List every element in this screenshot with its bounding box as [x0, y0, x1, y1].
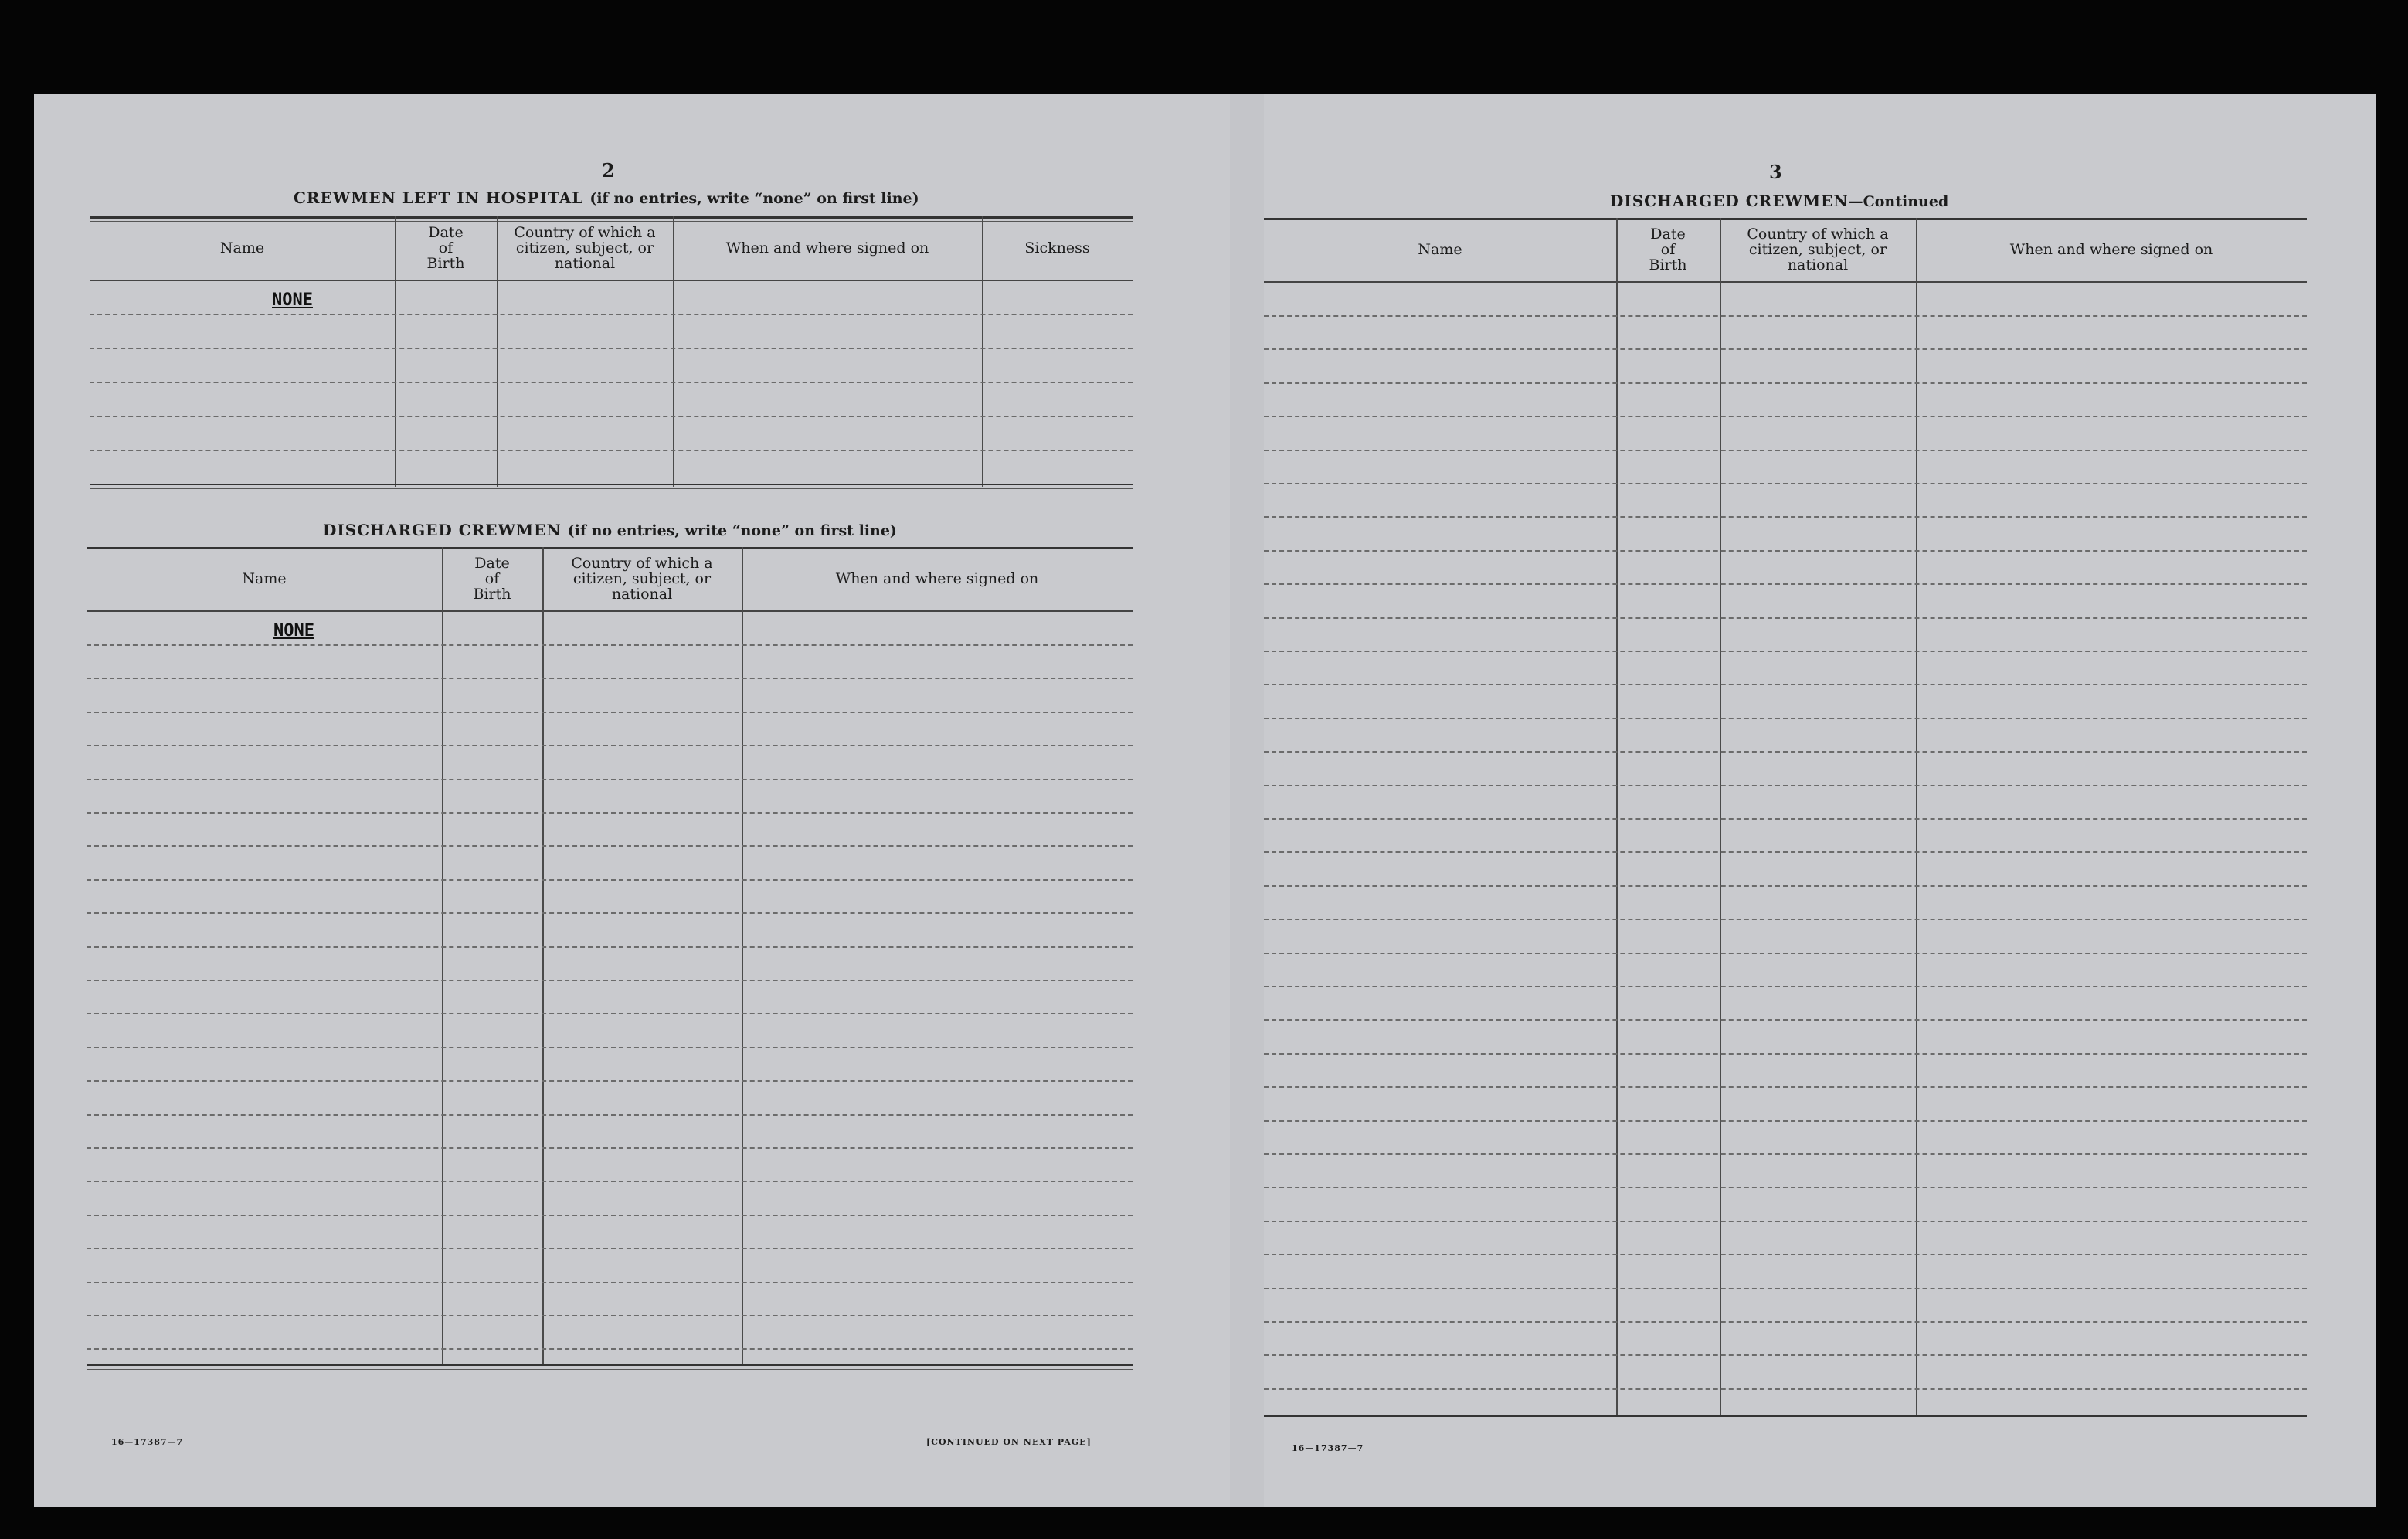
column-header-country [542, 547, 742, 610]
entry-line [87, 980, 1133, 981]
entry-line [1264, 651, 2307, 652]
entry-line [1264, 516, 2307, 518]
column-header-country [497, 216, 673, 280]
table-bottom-rule [90, 484, 1133, 485]
right-page [1264, 94, 2376, 1507]
discharged-continued-title [1610, 192, 1948, 210]
entry-line [1264, 885, 2307, 887]
header-bottom-rule [90, 280, 1133, 281]
column-header-name: Name [242, 570, 287, 587]
column-header-name: Name [219, 240, 265, 256]
column-header-sickness: Sickness [1024, 240, 1090, 256]
entry-line [1264, 1019, 2307, 1021]
entry-line [87, 1248, 1133, 1249]
entry-line [1264, 684, 2307, 685]
entry-line [90, 314, 1133, 315]
column-header-name: Name [1418, 241, 1462, 258]
entry-line [87, 644, 1133, 646]
header-line: Date [1650, 226, 1686, 243]
header-line: of [1660, 241, 1676, 258]
entry-line [90, 450, 1133, 451]
table-bottom-rule [90, 488, 1133, 489]
entry-line [90, 348, 1133, 349]
column-header-signed-on: When and where signed on [725, 240, 929, 256]
entry-line [87, 1147, 1133, 1149]
column-header-date-of-birth [395, 216, 497, 280]
column-header-signed-on: When and where signed on [835, 570, 1039, 587]
discharged-title-note: (if no entries, write “none” on first line) [567, 522, 897, 539]
header-line: Date [428, 224, 464, 241]
entry-line [1264, 550, 2307, 552]
entry-line [1264, 851, 2307, 853]
column-divider [1720, 218, 1721, 1417]
hospital-title-note: (if no entries, write “none” on first line) [589, 190, 919, 207]
header-line: Birth [1649, 256, 1687, 273]
entry-line [1264, 348, 2307, 350]
entry-line [87, 879, 1133, 881]
entry-line [1264, 450, 2307, 451]
column-divider [497, 216, 498, 487]
header-line: citizen, subject, or [515, 240, 654, 256]
entry-line [87, 1348, 1133, 1350]
entry-line [87, 1047, 1133, 1048]
page-number: 3 [1769, 161, 1782, 183]
entry-line [1264, 1120, 2307, 1122]
entry-line [1264, 1288, 2307, 1289]
column-divider [395, 216, 396, 487]
column-divider [982, 216, 983, 487]
header-line: national [1787, 256, 1849, 273]
discharged-continued-table [1264, 218, 2307, 1423]
table-bottom-rule [87, 1364, 1133, 1366]
hospital-table [90, 216, 1133, 494]
entry-line [1264, 1254, 2307, 1255]
discharged-title-text: DISCHARGED CREWMEN [323, 521, 562, 539]
entry-line [1264, 1187, 2307, 1188]
continued-note: [CONTINUED ON NEXT PAGE] [926, 1437, 1092, 1447]
entry-line [87, 812, 1133, 814]
entry-line [1264, 919, 2307, 920]
hospital-title-text: CREWMEN LEFT IN HOSPITAL [294, 189, 584, 207]
header-line: national [554, 255, 616, 272]
header-line: Birth [426, 255, 465, 272]
entry-line [1264, 1086, 2307, 1088]
entry-line [87, 1080, 1133, 1082]
table-bottom-rule [1264, 1415, 2307, 1417]
entry-line [1264, 617, 2307, 619]
entry-line [87, 1013, 1133, 1014]
header-bottom-rule [1264, 281, 2307, 283]
entry-line [87, 845, 1133, 847]
entry-line [87, 1282, 1133, 1283]
form-number: 16—17387—7 [111, 1437, 184, 1447]
entry-line [87, 745, 1133, 746]
header-line: Date [474, 555, 510, 572]
entry-line [87, 1114, 1133, 1116]
hospital-section-title [294, 189, 919, 207]
table-bottom-rule [87, 1369, 1133, 1370]
entry-line [87, 779, 1133, 780]
entry-line [87, 678, 1133, 679]
header-bottom-rule [87, 610, 1133, 612]
entry-line [1264, 416, 2307, 417]
entry-line [1264, 1388, 2307, 1390]
entry-line [1264, 986, 2307, 987]
header-line: Country of which a [571, 555, 713, 572]
entry-line [90, 382, 1133, 383]
form-number: 16—17387—7 [1292, 1443, 1364, 1453]
entry-line [1264, 1354, 2307, 1356]
entry-line [1264, 1221, 2307, 1222]
column-header-date-of-birth [442, 547, 542, 610]
column-divider [442, 547, 443, 1364]
page-gutter [1230, 94, 1264, 1507]
entry-line [87, 946, 1133, 948]
entry-line [1264, 382, 2307, 384]
column-header-signed-on: When and where signed on [2009, 241, 2213, 258]
header-line: Country of which a [514, 224, 656, 241]
column-header-date-of-birth [1616, 218, 1720, 281]
entry-line [87, 1181, 1133, 1182]
header-line: of [438, 240, 453, 256]
column-divider [1916, 218, 1917, 1417]
header-line: citizen, subject, or [572, 570, 712, 587]
continued-label: —Continued [1848, 193, 1949, 210]
typed-entry: NONE [272, 290, 313, 310]
entry-line [1264, 1153, 2307, 1155]
entry-line [1264, 1321, 2307, 1323]
entry-line [90, 416, 1133, 417]
header-line: Birth [473, 586, 511, 603]
entry-line [1264, 583, 2307, 585]
column-divider [673, 216, 674, 487]
entry-line [1264, 751, 2307, 753]
column-divider [742, 547, 743, 1364]
entry-line [1264, 785, 2307, 786]
discharged-table [87, 547, 1133, 1405]
entry-line [1264, 483, 2307, 484]
entry-line [87, 1215, 1133, 1216]
header-line: of [484, 570, 500, 587]
discharged-title-text: DISCHARGED CREWMEN [1610, 192, 1849, 210]
column-header-country [1720, 218, 1916, 281]
entry-line [1264, 818, 2307, 820]
discharged-section-title [323, 521, 897, 539]
column-divider [542, 547, 544, 1364]
entry-line [1264, 718, 2307, 719]
header-line: Country of which a [1747, 226, 1889, 243]
form-sheet [34, 94, 2376, 1507]
entry-line [1264, 953, 2307, 954]
column-divider [1616, 218, 1618, 1417]
typed-entry: NONE [273, 621, 314, 640]
header-line: national [611, 586, 673, 603]
header-line: citizen, subject, or [1748, 241, 1887, 258]
entry-line [87, 1315, 1133, 1316]
entry-line [87, 912, 1133, 914]
entry-line [1264, 315, 2307, 317]
entry-line [87, 712, 1133, 713]
page-number: 2 [602, 159, 615, 182]
left-page [34, 94, 1230, 1507]
entry-line [1264, 1053, 2307, 1055]
